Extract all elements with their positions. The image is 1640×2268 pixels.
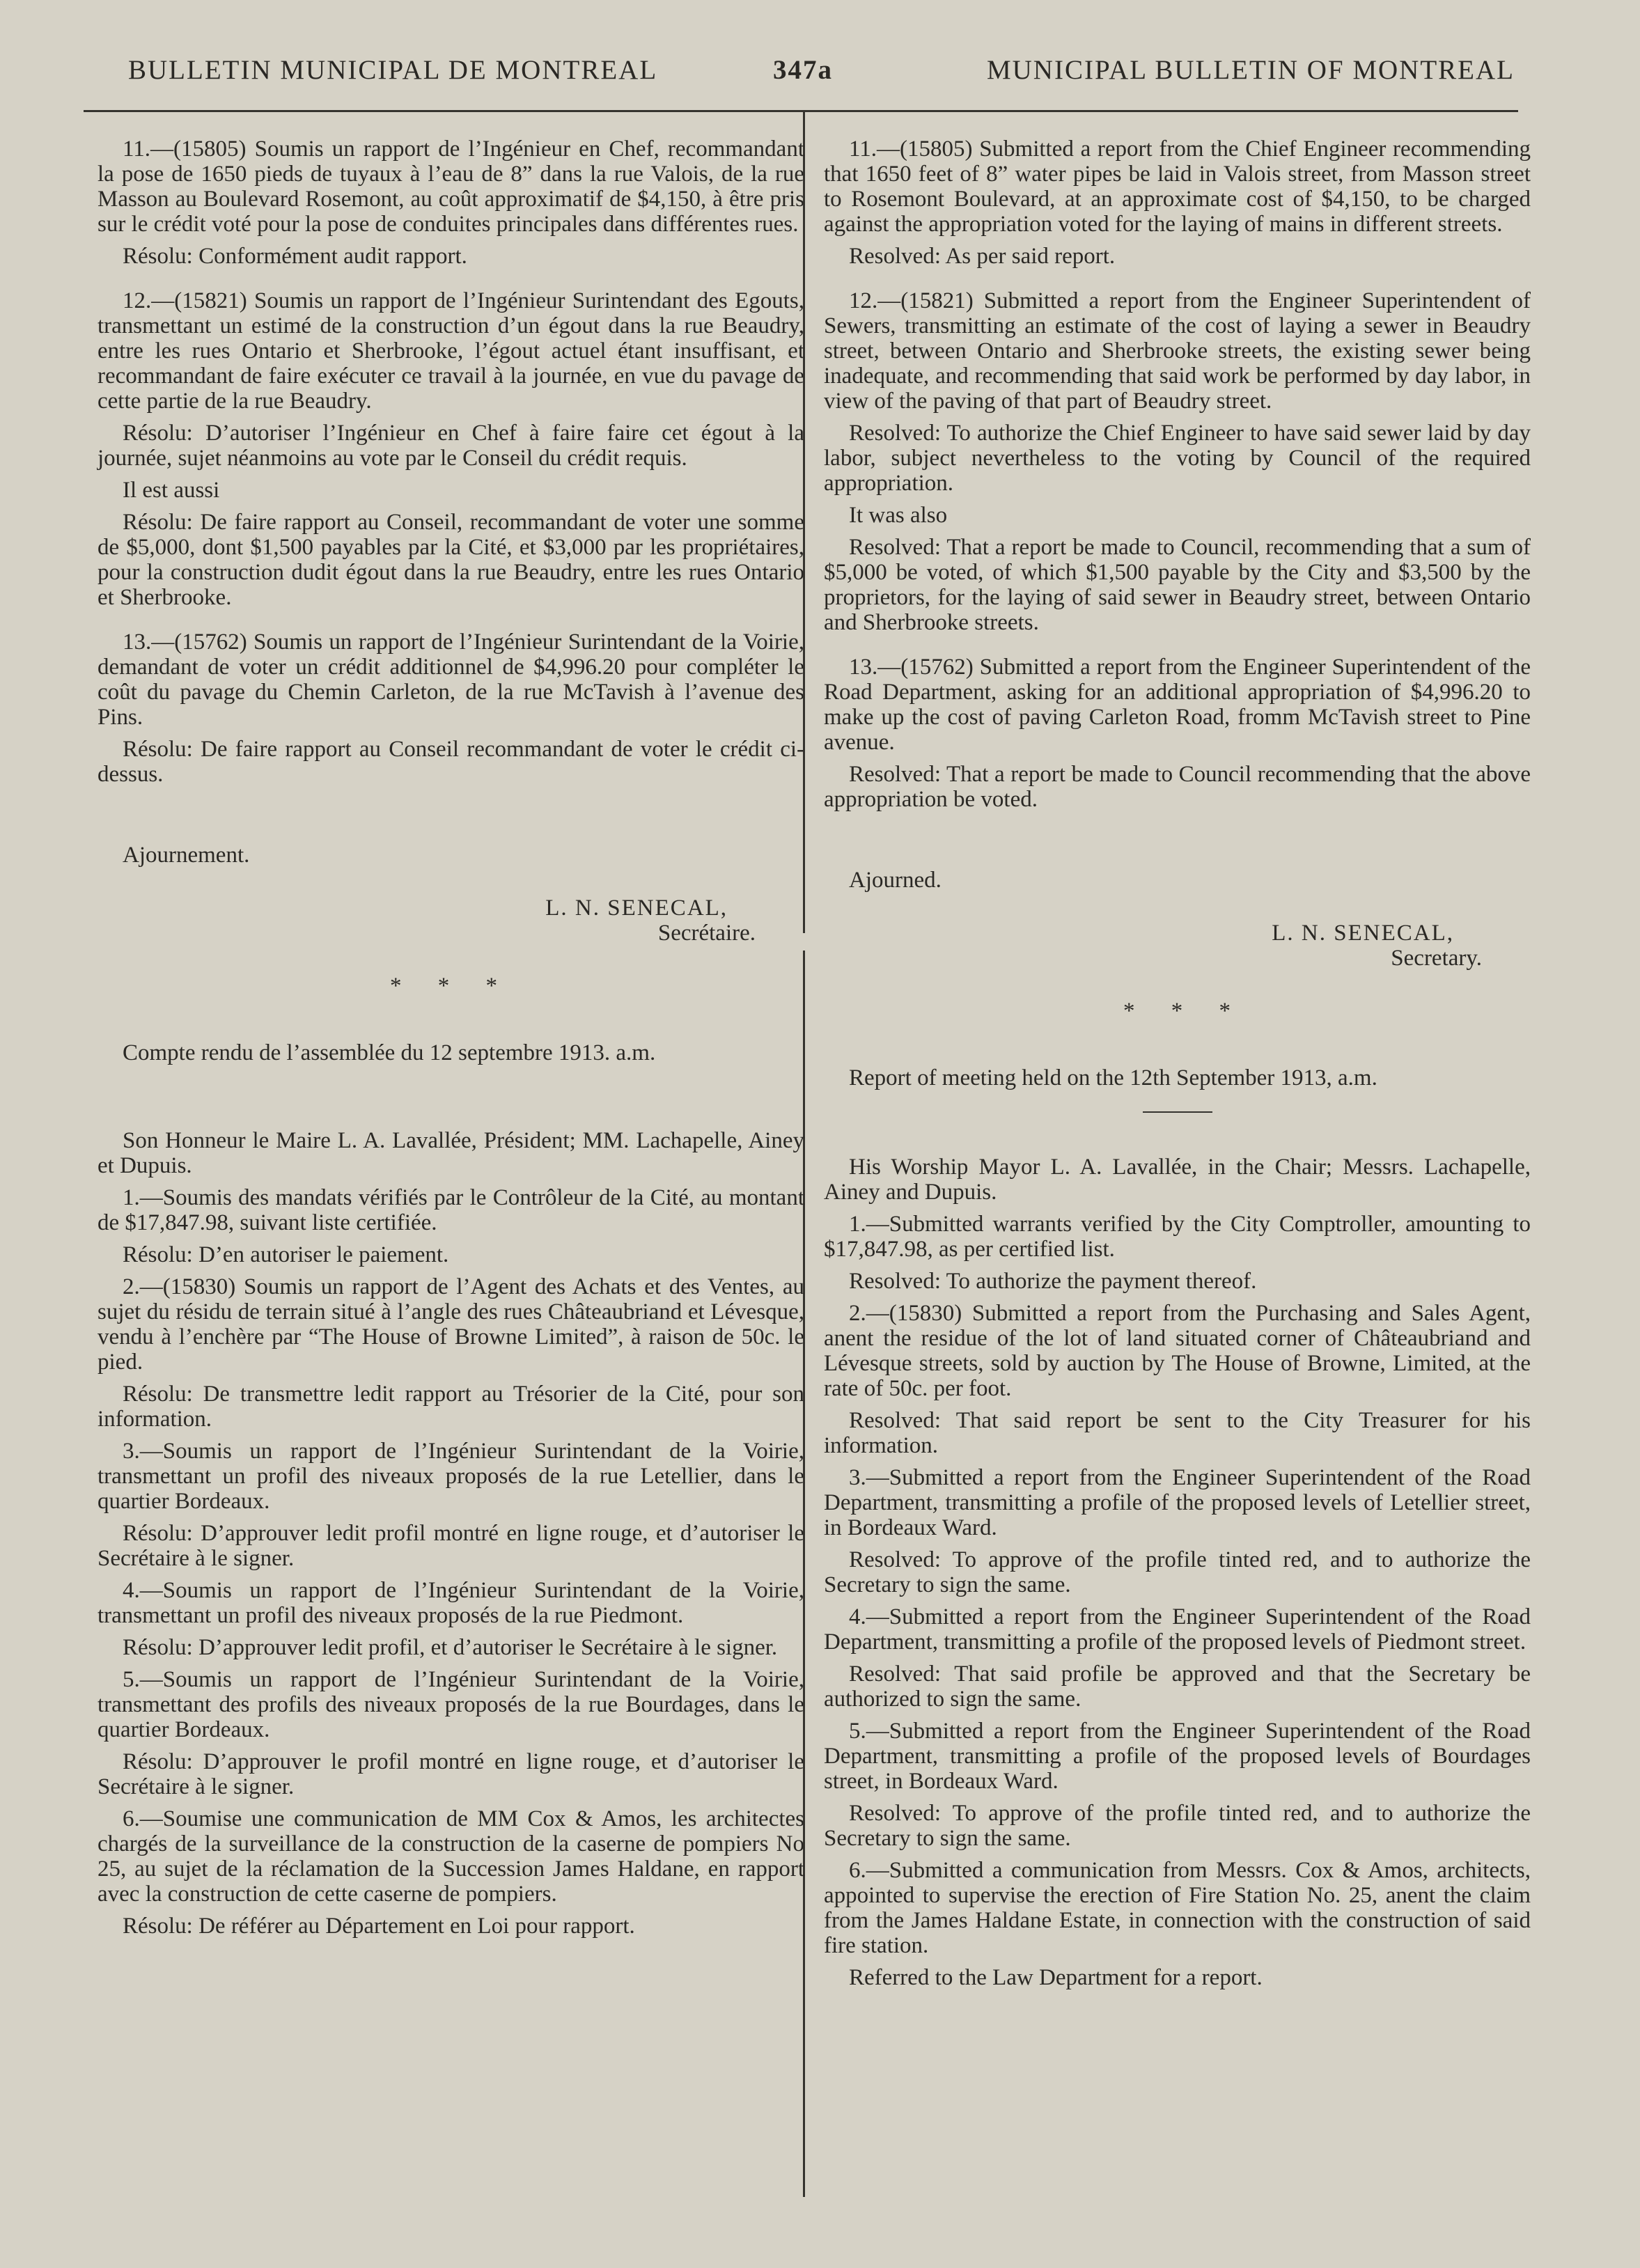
short-rule	[1143, 1111, 1212, 1113]
running-head	[84, 54, 1556, 96]
entry-resolution: Résolu: D’approuver ledit profil, et d’autoriser le Secrétaire à le signer.	[123, 1635, 778, 1660]
entry-text: 4.—Soumis un rapport de l’Ingénieur Surintendant de la Voirie, transmettant un profil des niveaux proposés de la rue Piedmont.	[97, 1578, 804, 1628]
entry-resolution: Resolved: To approve of the profile tinted red, and to authorize the Secretary to sign the same.	[824, 1547, 1531, 1597]
entry-resolution: Resolved: As per said report.	[849, 244, 1116, 269]
english-signature-title: Secretary.	[1391, 946, 1482, 971]
english-signature-name: L. N. SENECAL,	[1272, 921, 1454, 946]
english-column	[824, 136, 1531, 1997]
entry-resolution: Résolu: D’approuver ledit profil montré en ligne rouge, et d’autoriser le Secrétaire à le signer.	[97, 1521, 804, 1571]
entry-resolution: Resolved: To approve of the profile tinted red, and to authorize the Secretary to sign the same.	[824, 1801, 1531, 1851]
english-meeting-title: Report of meeting held on the 12th September 1913, a.m.	[849, 1065, 1377, 1090]
french-stars: * * *	[390, 973, 513, 999]
english-items-1	[824, 136, 1531, 812]
french-adjourn: Ajournement.	[123, 843, 250, 868]
entry-text: 6.—Submitted a communication from Messrs. Cox & Amos, architects, appointed to supervise the erection of Fire Station No. 25, anent the claim from the James Haldane Estate, in connection with the construction of said fire station.	[824, 1858, 1531, 1958]
entry-text: 1.—Soumis des mandats vérifiés par le Contrôleur de la Cité, au montant de $17,847.98, suivant liste certifiée.	[97, 1185, 804, 1235]
french-meeting-title: Compte rendu de l’assemblée du 12 septembre 1913. a.m.	[123, 1040, 656, 1065]
page-number: 347a	[773, 55, 833, 85]
entry-resolution: Résolu: De faire rapport au Conseil recommandant de voter le crédit ci-dessus.	[97, 737, 804, 787]
entry-text: 4.—Submitted a report from the Engineer Superintendent of the Road Department, transmitting a profile of the proposed levels of Piedmont street.	[824, 1604, 1531, 1655]
entry-resolution: Il est aussi	[123, 478, 220, 503]
entry-text: 11.—(15805) Soumis un rapport de l’Ingénieur en Chef, recommandant la pose de 1650 pieds de tuyaux à l’eau de 8” dans la rue Valois, de la rue Masson au Boulevard Rosemont, au coût approximatif de $4,150, à être pris sur le crédit voté pour la pose de conduites principales dans différentes rues.	[97, 136, 804, 237]
entry-text: 13.—(15762) Soumis un rapport de l’Ingénieur Surintendant de la Voirie, demandant de voter un crédit additionnel de $4,996.20 pour compléter le coût du pavage du Chemin Carleton, de la rue McTavish à l’avenue des Pins.	[97, 629, 804, 730]
entry-text: 12.—(15821) Soumis un rapport de l’Ingénieur Surintendant des Egouts, transmettant un estimé de la construction d’un égout dans la rue Beaudry, entre les rues Ontario et Sherbrooke, l’égout actuel étant insuffisant, et recommandant de faire exécuter ce travail à la journée, en vue du pavage de cette partie de la rue Beaudry.	[97, 288, 804, 414]
entry-resolution: Résolu: Conformément audit rapport.	[123, 244, 467, 269]
entry-resolution: Resolved: That a report be made to Council recommending that the above appropriation be voted.	[824, 762, 1531, 812]
english-attendance: His Worship Mayor L. A. Lavallée, in the Chair; Messrs. Lachapelle, Ainey and Dupuis.	[824, 1155, 1531, 1205]
entry-resolution: Resolved: That said report be sent to the City Treasurer for his information.	[824, 1408, 1531, 1458]
french-attendance: Son Honneur le Maire L. A. Lavallée, Président; MM. Lachapelle, Ainey et Dupuis.	[97, 1128, 804, 1178]
entry-resolution: Résolu: De faire rapport au Conseil, recommandant de voter une somme de $5,000, dont $1,500 payables par la Cité, et $3,000 par les propriétaires, pour la construction dudit égout dans la rue Beaudry, entre les rues Ontario et Sherbrooke.	[97, 510, 804, 610]
entry-resolution: Resolved: To authorize the payment thereof.	[849, 1269, 1257, 1294]
entry-text: 12.—(15821) Submitted a report from the Engineer Superintendent of Sewers, transmitting an estimate of the cost of laying a sewer in Beaudry street, between Ontario and Sherbrooke streets, the existing sewer being inadequate, and recommending that said work be performed by day labor, in view of the paving of that part of Beaudry street.	[824, 288, 1531, 414]
header-rule	[84, 110, 1518, 112]
french-signature-title: Secrétaire.	[657, 921, 756, 946]
french-items-1	[97, 136, 804, 787]
entry-resolution: Résolu: De référer au Département en Loi pour rapport.	[123, 1914, 635, 1939]
english-adjourn: Ajourned.	[849, 868, 942, 893]
entry-text: 3.—Soumis un rapport de l’Ingénieur Surintendant de la Voirie, transmettant un profil des niveaux proposés de la rue Letellier, dans le quartier Bordeaux.	[97, 1439, 804, 1514]
french-items-2	[97, 1185, 804, 1939]
entry-text: 3.—Submitted a report from the Engineer Superintendent of the Road Department, transmitting a profile of the proposed levels of Letellier street, in Bordeaux Ward.	[824, 1465, 1531, 1540]
entry-resolution: Résolu: D’approuver le profil montré en ligne rouge, et d’autoriser le Secrétaire à le signer.	[97, 1749, 804, 1799]
entry-resolution: Resolved: That a report be made to Council, recommending that a sum of $5,000 be voted, of which $1,500 payable by the City and $3,500 by the proprietors, for the laying of said sewer in Beaudry street, between Ontario and Sherbrooke streets.	[824, 535, 1531, 635]
entry-resolution: Resolved: That said profile be approved and that the Secretary be authorized to sign the same.	[824, 1661, 1531, 1712]
entry-text: 5.—Soumis un rapport de l’Ingénieur Surintendant de la Voirie, transmettant des profils des niveaux proposés de la rue Bourdages, dans le quartier Bordeaux.	[97, 1667, 804, 1742]
entry-resolution: Résolu: D’autoriser l’Ingénieur en Chef à faire faire cet égout à la journée, sujet néanmoins au vote par le Conseil du crédit requis.	[97, 421, 804, 471]
running-head-english: MUNICIPAL BULLETIN OF MONTREAL	[986, 55, 1515, 85]
entry-text: 1.—Submitted warrants verified by the City Comptroller, amounting to $17,847.98, as per certified list.	[824, 1212, 1531, 1262]
entry-resolution: Referred to the Law Department for a report.	[849, 1965, 1263, 1990]
entry-resolution: It was also	[849, 503, 948, 528]
french-column	[97, 136, 804, 1946]
english-stars: * * *	[1123, 999, 1246, 1024]
entry-resolution: Résolu: De transmettre ledit rapport au Trésorier de la Cité, pour son information.	[97, 1382, 804, 1432]
entry-text: 11.—(15805) Submitted a report from the Chief Engineer recommending that 1650 feet of 8” water pipes be laid in Valois street, from Masson street to Rosemont Boulevard, at an approximate cost of $4,150, to be charged against the appropriation voted for the laying of mains in different streets.	[824, 136, 1531, 237]
entry-text: 6.—Soumise une communication de MM Cox & Amos, les architectes chargés de la surveillance de la construction de la caserne de pompiers No 25, au sujet de la réclamation de la Succession James Haldane, en rapport avec la construction de cette caserne de pompiers.	[97, 1806, 804, 1907]
french-signature-name: L. N. SENECAL,	[545, 896, 728, 921]
english-items-2	[824, 1212, 1531, 1990]
entry-text: 2.—(15830) Submitted a report from the Purchasing and Sales Agent, anent the residue of the lot of land situated corner of Châteaubriand and Lévesque streets, sold by auction by The House of Browne, Limited, at the rate of 50c. per foot.	[824, 1301, 1531, 1401]
entry-resolution: Resolved: To authorize the Chief Engineer to have said sewer laid by day labor, subject nevertheless to the voting by Council of the required appropriation.	[824, 421, 1531, 496]
entry-text: 13.—(15762) Submitted a report from the Engineer Superintendent of the Road Department, asking for an additional appropriation of $4,996.20 to make up the cost of paving Carleton Road, fromm McTavish street to Pine avenue.	[824, 655, 1531, 755]
entry-text: 5.—Submitted a report from the Engineer Superintendent of the Road Department, transmitting a profile of the proposed levels of Bourdages street, in Bordeaux Ward.	[824, 1719, 1531, 1794]
entry-text: 2.—(15830) Soumis un rapport de l’Agent des Achats et des Ventes, au sujet du résidu de terrain situé à l’angle des rues Châteaubriand et Lévesque, vendu à l’enchère par “The House of Browne Limited”, à raison de 50c. le pied.	[97, 1274, 804, 1375]
entry-resolution: Résolu: D’en autoriser le paiement.	[123, 1242, 449, 1267]
running-head-french: BULLETIN MUNICIPAL DE MONTREAL	[128, 55, 658, 85]
